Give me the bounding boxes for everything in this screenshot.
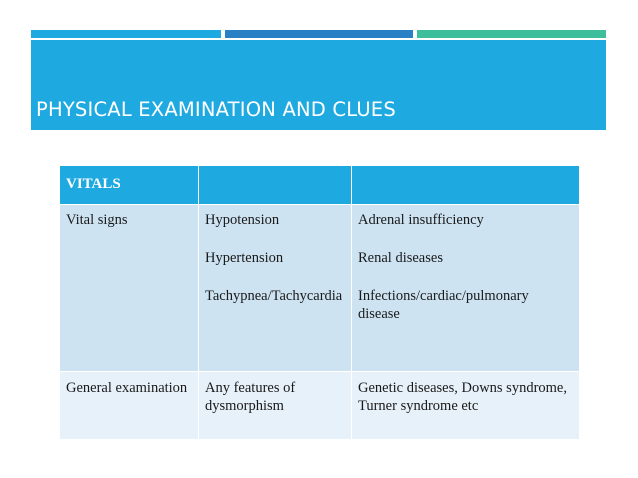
row-label: Vital signs (60, 205, 199, 372)
slide-title: PHYSICAL EXAMINATION AND CLUES (36, 98, 396, 121)
header-cell-3 (352, 166, 580, 205)
finding-text: Hypotension (205, 212, 280, 228)
findings-cell (199, 205, 352, 372)
cause-text: Renal diseases (358, 250, 443, 266)
finding-text: Hypertension (205, 250, 284, 266)
cause-text: Infections/cardiac/pulmonary disease (358, 288, 529, 322)
findings-cell (199, 372, 352, 440)
cause-text: Genetic diseases, Downs syndrome, Turner syndrome etc (358, 380, 567, 414)
table-header-row (60, 166, 580, 205)
title-banner (31, 40, 606, 130)
header-cell-1: VITALS (60, 166, 199, 205)
clues-table (59, 165, 580, 440)
header-cell-2 (199, 166, 352, 205)
finding-text: Any features of dysmorphism (205, 380, 296, 414)
causes-cell (352, 372, 580, 440)
accent-bar-1 (31, 30, 221, 38)
table-row (60, 372, 580, 440)
accent-bar-2 (225, 30, 413, 38)
causes-cell (352, 205, 580, 372)
table-row (60, 205, 580, 372)
row-label: General examination (60, 372, 199, 440)
accent-bar-3 (417, 30, 606, 38)
finding-text: Tachypnea/Tachycardia (205, 288, 343, 304)
cause-text: Adrenal insufficiency (358, 212, 484, 228)
